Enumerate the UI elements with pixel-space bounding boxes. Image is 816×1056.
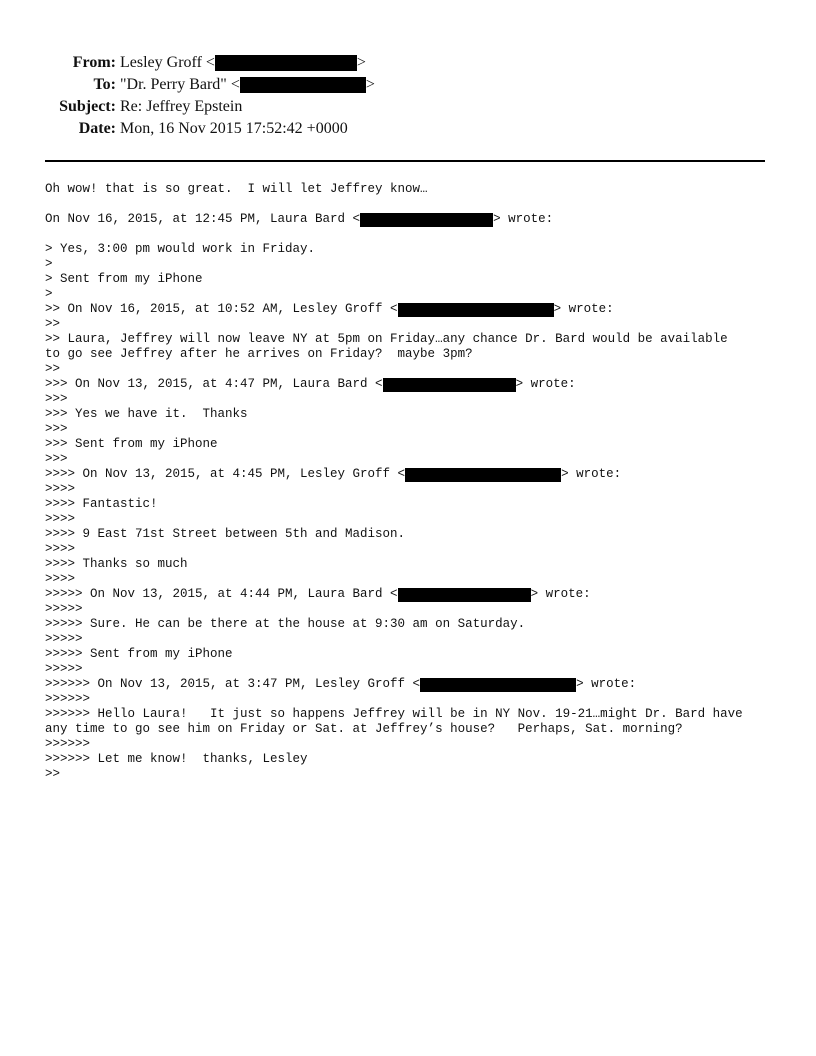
header-divider — [45, 160, 765, 162]
body-line: > — [45, 257, 53, 271]
subject-label: Subject: — [59, 98, 116, 115]
body-line: > Sent from my iPhone — [45, 272, 203, 286]
quote-attribution — [45, 212, 785, 227]
body-line: >>>>> — [45, 632, 83, 646]
email-header — [0, 52, 816, 140]
body-line — [45, 197, 785, 212]
from-value — [120, 52, 366, 74]
to-label: To: — [93, 76, 116, 93]
from-close: > — [356, 54, 366, 71]
body-line: >> — [45, 362, 61, 376]
body-line: >>> — [45, 422, 68, 436]
to-row — [0, 74, 816, 96]
body-line: >>>>> Sent from my iPhone — [45, 647, 233, 661]
redacted-email — [398, 303, 554, 317]
redacted-email — [360, 213, 493, 227]
from-name: Lesley Groff < — [120, 54, 215, 71]
date-label: Date: — [78, 120, 116, 137]
quote-attribution — [45, 677, 785, 692]
attribution-text: >>>>>> On Nov 13, 2015, at 3:47 PM, Lesley Groff < — [45, 677, 421, 691]
redacted-email — [398, 588, 531, 602]
redacted-email — [383, 378, 516, 392]
to-value — [120, 74, 375, 96]
attribution-text: >>>> On Nov 13, 2015, at 4:45 PM, Lesley Groff < — [45, 467, 406, 481]
to-close: > — [365, 76, 375, 93]
from-label: From: — [72, 54, 116, 71]
body-line: >>>>>> Let me know! thanks, Lesley — [45, 752, 308, 766]
body-line: to go see Jeffrey after he arrives on Friday? maybe 3pm? — [45, 347, 473, 361]
body-line: >>>> — [45, 542, 76, 556]
body-line: >>>>>> Hello Laura! It just so happens Jeffrey will be in NY Nov. 19-21…might Dr. Bard have — [45, 707, 743, 721]
body-line: > Yes, 3:00 pm would work in Friday. — [45, 242, 316, 256]
attribution-text: >> On Nov 16, 2015, at 10:52 AM, Lesley Groff < — [45, 302, 398, 316]
body-line: >>> — [45, 392, 68, 406]
to-name: "Dr. Perry Bard" < — [120, 76, 240, 93]
subject-value: Re: Jeffrey Epstein — [120, 98, 243, 115]
body-line: any time to go see him on Friday or Sat. at Jeffrey’s house? Perhaps, Sat. morning? — [45, 722, 683, 736]
redacted-email — [240, 77, 366, 93]
body-line: > — [45, 287, 53, 301]
quote-attribution — [45, 587, 785, 602]
body-line: >>>>> — [45, 602, 83, 616]
body-line: >>>> — [45, 572, 76, 586]
body-line: >>>> — [45, 482, 76, 496]
date-row — [0, 118, 816, 140]
body-line: >>> Yes we have it. Thanks — [45, 407, 248, 421]
quote-attribution — [45, 467, 785, 482]
from-row — [0, 52, 816, 74]
body-line: >>>> Thanks so much — [45, 557, 188, 571]
attribution-wrote: > wrote: — [530, 587, 591, 601]
body-line: >> Laura, Jeffrey will now leave NY at 5pm on Friday…any chance Dr. Bard would be available — [45, 332, 728, 346]
body-line: >>>>> — [45, 662, 83, 676]
attribution-wrote: > wrote: — [561, 467, 622, 481]
attribution-wrote: > wrote: — [553, 302, 614, 316]
attribution-wrote: > wrote: — [515, 377, 576, 391]
attribution-wrote: > wrote: — [576, 677, 637, 691]
body-line: >>>> 9 East 71st Street between 5th and Madison. — [45, 527, 406, 541]
body-line: >>>> Fantastic! — [45, 497, 158, 511]
body-line: >>>> — [45, 512, 76, 526]
body-line — [45, 227, 785, 242]
attribution-wrote: > wrote: — [493, 212, 554, 226]
subject-row — [0, 96, 816, 118]
body-line: >>>>>> — [45, 692, 91, 706]
attribution-text: >>> On Nov 13, 2015, at 4:47 PM, Laura Bard < — [45, 377, 383, 391]
quote-attribution — [45, 377, 785, 392]
body-line: >>> Sent from my iPhone — [45, 437, 218, 451]
quote-attribution — [45, 302, 785, 317]
email-body — [45, 182, 785, 782]
body-line: >>> — [45, 452, 68, 466]
body-line: >>>>>> — [45, 737, 91, 751]
attribution-text: On Nov 16, 2015, at 12:45 PM, Laura Bard < — [45, 212, 361, 226]
body-line: >>>>> Sure. He can be there at the house at 9:30 am on Saturday. — [45, 617, 526, 631]
redacted-email — [420, 678, 576, 692]
body-line: >> — [45, 317, 61, 331]
body-line: >> — [45, 767, 61, 781]
attribution-text: >>>>> On Nov 13, 2015, at 4:44 PM, Laura Bard < — [45, 587, 398, 601]
redacted-email — [215, 55, 357, 71]
redacted-email — [405, 468, 561, 482]
body-line: Oh wow! that is so great. I will let Jeffrey know… — [45, 182, 428, 196]
date-value: Mon, 16 Nov 2015 17:52:42 +0000 — [120, 120, 348, 137]
